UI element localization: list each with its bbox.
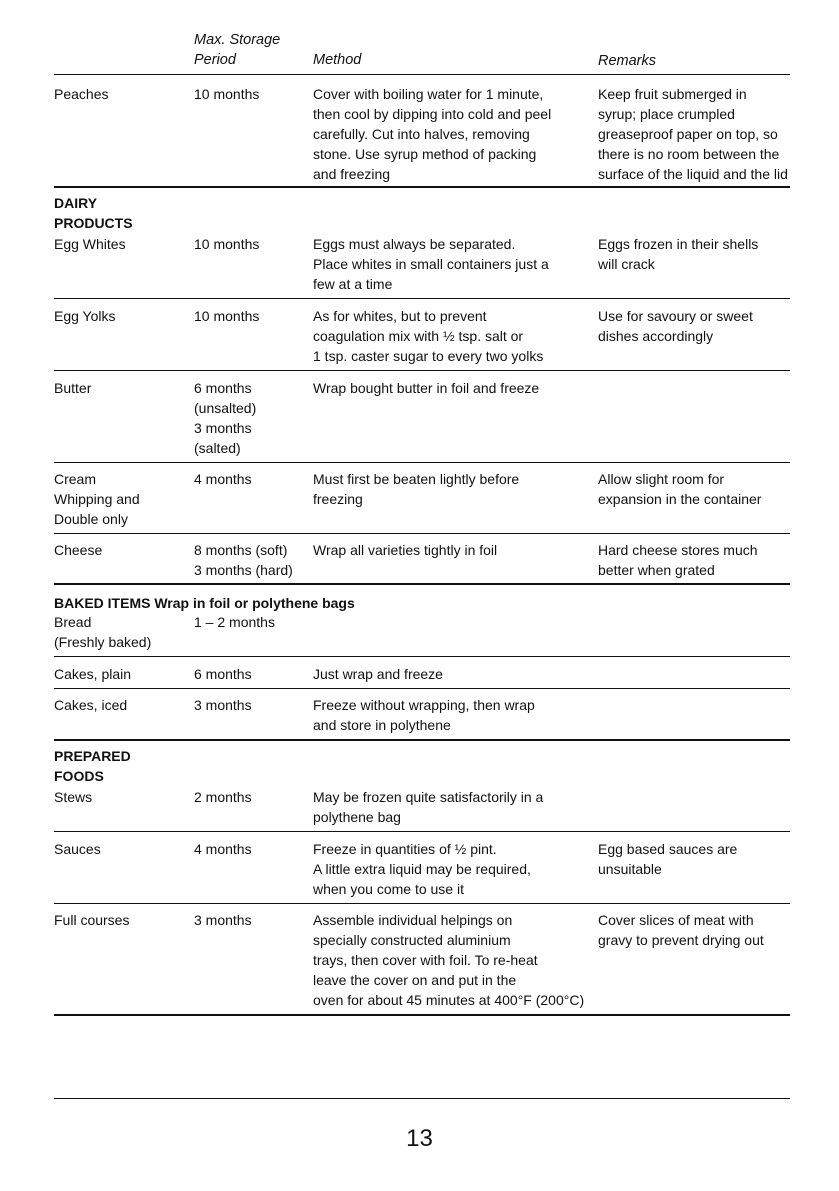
period-sauces: 4 months [194, 841, 252, 857]
row-rule [54, 462, 790, 463]
method-stews: May be frozen quite satisfactorily in a polythene bag [313, 789, 544, 825]
period-full-courses: 3 months [194, 912, 252, 928]
row-rule [54, 656, 790, 657]
item-cakes-iced: Cakes, iced [54, 697, 128, 713]
item-cream: Cream Whipping and Double only [54, 471, 140, 527]
footer-rule [54, 1098, 790, 1099]
period-bread: 1 – 2 months [194, 614, 275, 630]
period-egg-whites: 10 months [194, 236, 260, 252]
method-cream: Must first be beaten lightly before freezing [313, 471, 520, 507]
item-egg-whites: Egg Whites [54, 236, 126, 252]
period-egg-yolks: 10 months [194, 308, 260, 324]
item-cakes-plain: Cakes, plain [54, 666, 132, 682]
section-heading-prepared-foods: PREPARED FOODS [54, 748, 131, 784]
item-bread: Bread (Freshly baked) [54, 614, 152, 650]
section-heading-dairy: DAIRY PRODUCTS [54, 195, 133, 231]
remarks-full-courses: Cover slices of meat with gravy to prevent drying out [598, 912, 764, 948]
row-rule [54, 298, 790, 299]
item-stews: Stews [54, 789, 93, 805]
item-full-courses: Full courses [54, 912, 130, 928]
section-rule [54, 186, 790, 188]
period-stews: 2 months [194, 789, 252, 805]
period-cakes-plain: 6 months [194, 666, 252, 682]
header-method: Method [313, 52, 362, 68]
method-cheese: Wrap all varieties tightly in foil [313, 542, 498, 558]
item-egg-yolks: Egg Yolks [54, 308, 116, 324]
method-egg-yolks: As for whites, but to prevent coagulation mix with ½ tsp. salt or 1 tsp. caster sugar to every two yolks [313, 308, 544, 364]
page-number: 13 [406, 1125, 433, 1152]
remarks-cheese: Hard cheese stores much better when grated [598, 542, 758, 578]
period-cream: 4 months [194, 471, 252, 487]
item-cheese: Cheese [54, 542, 103, 558]
period-cakes-iced: 3 months [194, 697, 252, 713]
method-peaches: Cover with boiling water for 1 minute, then cool by dipping into cold and peel carefully. Cut into halves, removing stone. Use syrup method of packing and freezing [313, 86, 552, 182]
method-cakes-iced: Freeze without wrapping, then wrap and store in polythene [313, 697, 535, 733]
section-heading-baked-items: BAKED ITEMS Wrap in foil or polythene bags [54, 595, 355, 611]
remarks-sauces: Egg based sauces are unsuitable [598, 841, 738, 877]
header-remarks: Remarks [598, 53, 657, 69]
row-rule [54, 533, 790, 534]
remarks-cream: Allow slight room for expansion in the container [598, 471, 762, 507]
row-rule [54, 688, 790, 689]
method-sauces: Freeze in quantities of ½ pint. A little extra liquid may be required, when you come to use it [313, 841, 531, 897]
method-full-courses: Assemble individual helpings on specially constructed aluminium trays, then cover with foil. To re-heat leave the cover on and put in the oven for about 45 minutes at 400°F (200°C) [313, 912, 585, 1008]
item-peaches: Peaches [54, 86, 109, 102]
table-bottom-rule [54, 1014, 790, 1016]
item-butter: Butter [54, 380, 92, 396]
remarks-peaches: Keep fruit submerged in syrup; place crumpled greaseproof paper on top, so there is no room between the surface of the liquid and the lid [598, 86, 788, 182]
method-cakes-plain: Just wrap and freeze [313, 666, 443, 682]
period-butter: 6 months (unsalted) 3 months (salted) [194, 380, 257, 456]
row-rule [54, 903, 790, 904]
method-butter: Wrap bought butter in foil and freeze [313, 380, 540, 396]
section-rule [54, 583, 790, 585]
row-rule [54, 831, 790, 832]
period-peaches: 10 months [194, 86, 260, 102]
remarks-egg-whites: Eggs frozen in their shells will crack [598, 236, 759, 272]
header-rule [54, 74, 790, 75]
item-sauces: Sauces [54, 841, 101, 857]
period-cheese: 8 months (soft) 3 months (hard) [194, 542, 293, 578]
header-max-storage-period: Max. Storage Period [194, 32, 281, 68]
remarks-egg-yolks: Use for savoury or sweet dishes accordingly [598, 308, 753, 344]
method-egg-whites: Eggs must always be separated. Place whites in small containers just a few at a time [313, 236, 549, 292]
row-rule [54, 370, 790, 371]
section-rule [54, 739, 790, 741]
